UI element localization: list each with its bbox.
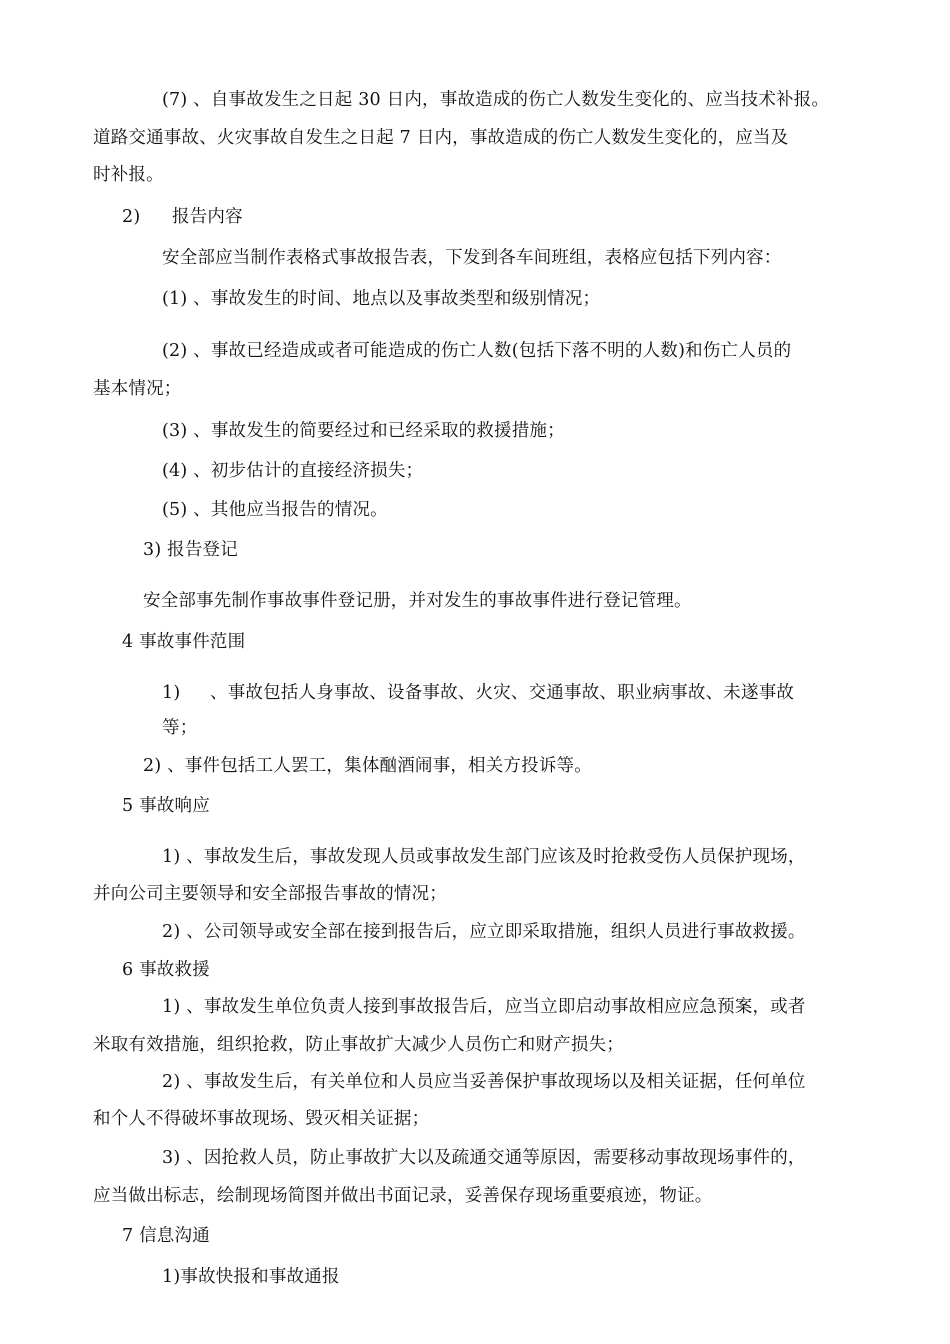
section-heading: 4 事故事件范围 [122,632,246,652]
paragraph-line: (7) 、自事故发生之日起 30 日内，事故造成的伤亡人数发生变化的、应当技术补报。 [162,90,830,110]
section-heading: 报告内容 [172,207,243,227]
list-item: (5) 、其他应当报告的情况。 [162,500,388,520]
paragraph-line: 道路交通事故、火灾事故自发生之日起 7 日内，事故造成的伤亡人数发生变化的，应当及 [93,128,789,148]
list-item: 2) 、事故发生后，有关单位和人员应当妥善保护事故现场以及相关证据，任何单位 [162,1072,806,1092]
list-item: (2) 、事故已经造成或者可能造成的伤亡人数(包括下落不明的人数)和伤亡人员的 [162,341,792,361]
list-item: 2) 、事件包括工人罢工，集体酗酒闹事，相关方投诉等。 [143,756,592,776]
paragraph-line: 米取有效措施，组织抢救，防止事故扩大减少人员伤亡和财产损失； [93,1035,624,1055]
list-item: 3) 、因抢救人员，防止事故扩大以及疏通交通等原因，需要移动事故现场事件的， [162,1148,806,1168]
paragraph-line: 时补报。 [93,165,164,185]
section-heading: 6 事故救援 [122,960,210,980]
list-number: 2) [122,207,141,227]
section-heading: 3) 报告登记 [143,540,238,560]
list-item: (4) 、初步估计的直接经济损失； [162,461,424,481]
paragraph-line: 安全部应当制作表格式事故报告表，下发到各车间班组，表格应包括下列内容： [162,248,782,268]
list-number: 1) [162,683,181,703]
section-heading: 1)事故快报和事故通报 [162,1267,340,1287]
paragraph-line: 并向公司主要领导和安全部报告事故的情况； [93,884,447,904]
list-item: 2) 、公司领导或安全部在接到报告后，应立即采取措施，组织人员进行事故救援。 [162,922,806,942]
list-item: 、事故包括人身事故、设备事故、火灾、交通事故、职业病事故、未遂事故 [210,683,795,703]
paragraph-line: 和个人不得破坏事故现场、毁灭相关证据； [93,1109,430,1129]
list-item: (1) 、事故发生的时间、地点以及事故类型和级别情况； [162,289,601,309]
list-item: (3) 、事故发生的简要经过和已经采取的救援措施； [162,421,565,441]
paragraph-line: 应当做出标志，绘制现场简图并做出书面记录，妥善保存现场重要痕迹，物证。 [93,1186,713,1206]
section-heading: 5 事故响应 [122,796,210,816]
section-heading: 7 信息沟通 [122,1226,210,1246]
list-item: 1) 、事故发生后，事故发现人员或事故发生部门应该及时抢救受伤人员保护现场， [162,847,806,867]
paragraph-line: 等； [162,718,198,738]
paragraph-line: 基本情况； [93,379,182,399]
paragraph-line: 安全部事先制作事故事件登记册，并对发生的事故事件进行登记管理。 [143,591,692,611]
list-item: 1) 、事故发生单位负责人接到事故报告后，应当立即启动事故相应应急预案，或者 [162,997,806,1017]
